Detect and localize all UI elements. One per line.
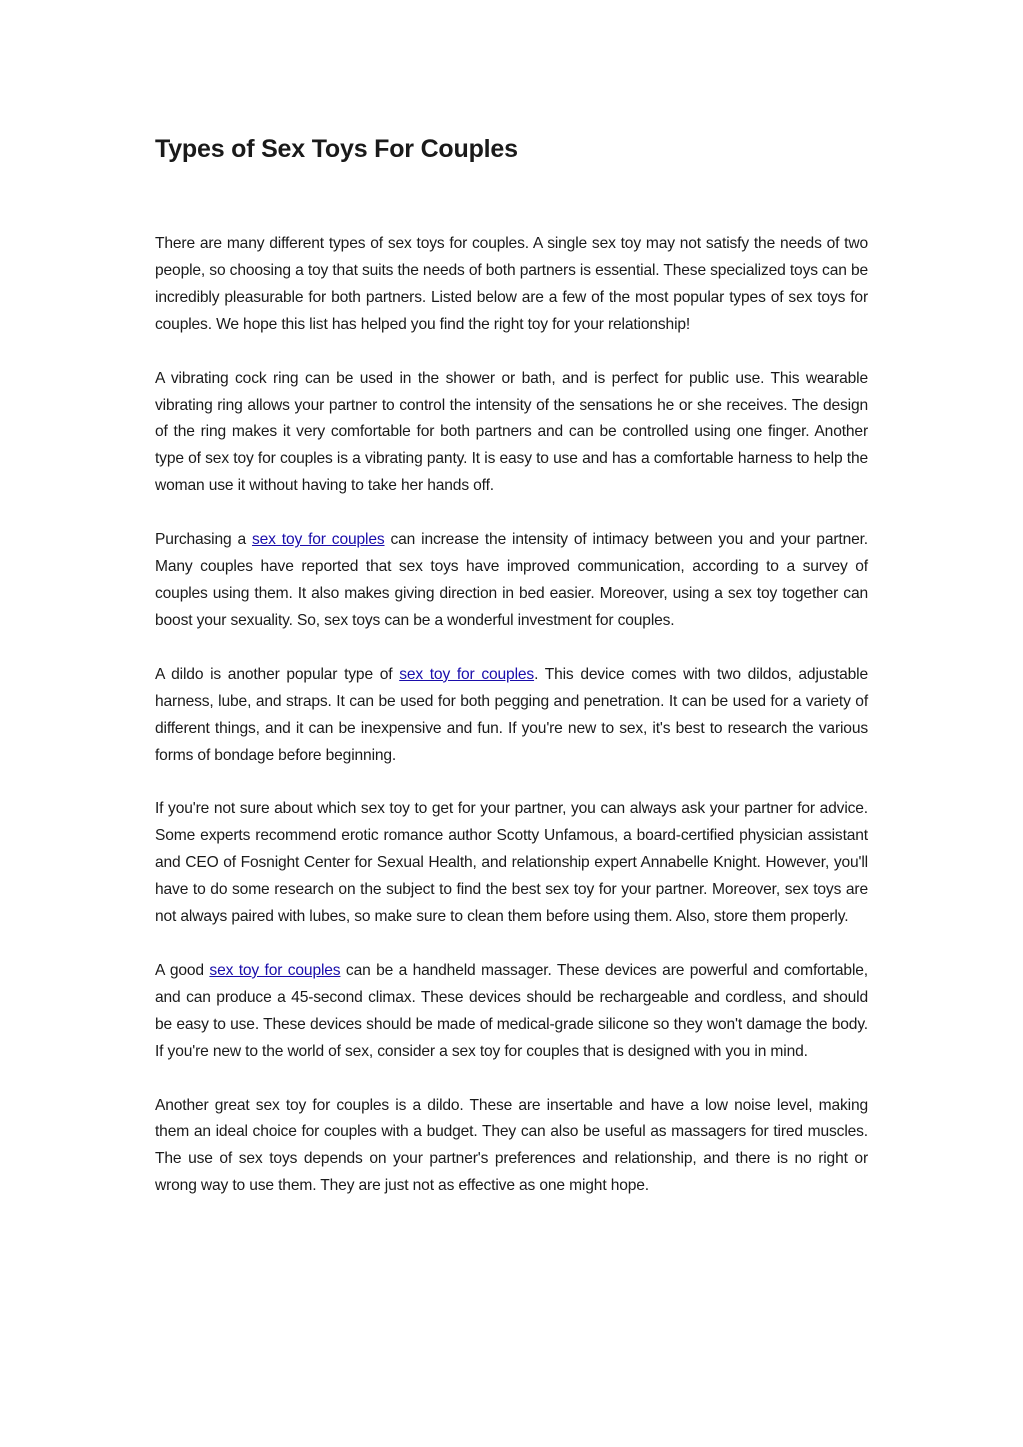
paragraph-dildo — [155, 662, 868, 770]
paragraph-intro: There are many different types of sex toys for couples. A single sex toy may not satisfy the needs of two people, so choosing a toy that suits the needs of both partners is essential. These specialized toys can be incredibly pleasurable for both partners. Listed below are a few of the most popular types of sex toys for couples. We hope this list has helped you find the right toy for your relationship! — [155, 235, 868, 333]
sex-toy-for-couples-link[interactable]: sex toy for couples — [251, 531, 385, 549]
paragraph-massager — [155, 958, 868, 1066]
paragraph-text: A dildo is another popular type of — [155, 665, 400, 683]
paragraph-text: A good — [155, 961, 210, 979]
paragraph-text: Purchasing a — [155, 531, 252, 549]
paragraph-text: . This device comes with two dildos, adjustable harness, lube, and straps. It can be used for both pegging and penetration. It can be used for a variety of different things, and it can be inexpensive and fun. If you're new to sex, it's best to research the various forms of bondage before beginning. — [155, 665, 868, 764]
paragraph-purchasing — [155, 527, 868, 635]
paragraph-cock-ring: A vibrating cock ring can be used in the shower or bath, and is perfect for public use. This wearable vibrating ring allows your partner to control the intensity of the sensations he or she receives. The design of the ring makes it very comfortable for both partners and can be controlled using one finger. Another type of sex toy for couples is a vibrating panty. It is easy to use and has a comfortable harness to help the woman use it without having to take her hands off. — [155, 369, 868, 495]
document-body — [155, 231, 868, 1227]
paragraph-text: can be a handheld massager. These devices are powerful and comfortable, and can produce a 45-second climax. These devices should be rechargeable and cordless, and should be easy to use. These devices should be made of medical-grade silicone so they won't damage the body. If you're new to the world of sex, consider a sex toy for couples that is designed with you in mind. — [155, 961, 868, 1060]
paragraph-text: can increase the intensity of intimacy between you and your partner. Many couples have reported that sex toys have improved communication, according to a survey of couples using them. It also makes giving direction in bed easier. Moreover, using a sex toy together can boost your sexuality. So, sex toys can be a wonderful investment for couples. — [155, 531, 868, 629]
sex-toy-for-couples-link[interactable]: sex toy for couples — [209, 961, 341, 979]
sex-toy-for-couples-link[interactable]: sex toy for couples — [399, 665, 535, 683]
document-title: Types of Sex Toys For Couples — [155, 135, 518, 163]
paragraph-another-dildo: Another great sex toy for couples is a dildo. These are insertable and have a low noise level, making them an ideal choice for couples with a budget. They can also be useful as massagers for tired muscles. The use of sex toys depends on your partner's preferences and relationship, and there is no right or wrong way to use them. They are just not as effective as one might hope. — [155, 1096, 868, 1195]
paragraph-advice: If you're not sure about which sex toy to get for your partner, you can always ask your partner for advice. Some experts recommend erotic romance author Scotty Unfamous, a board-certified physician assistant and CEO of Fosnight Center for Sexual Health, and relationship expert Annabelle Knight. However, you'll have to do some research on the subject to find the best sex toy for your partner. Moreover, sex toys are not always paired with lubes, so make sure to clean them before using them. Also, store them properly. — [155, 800, 868, 926]
